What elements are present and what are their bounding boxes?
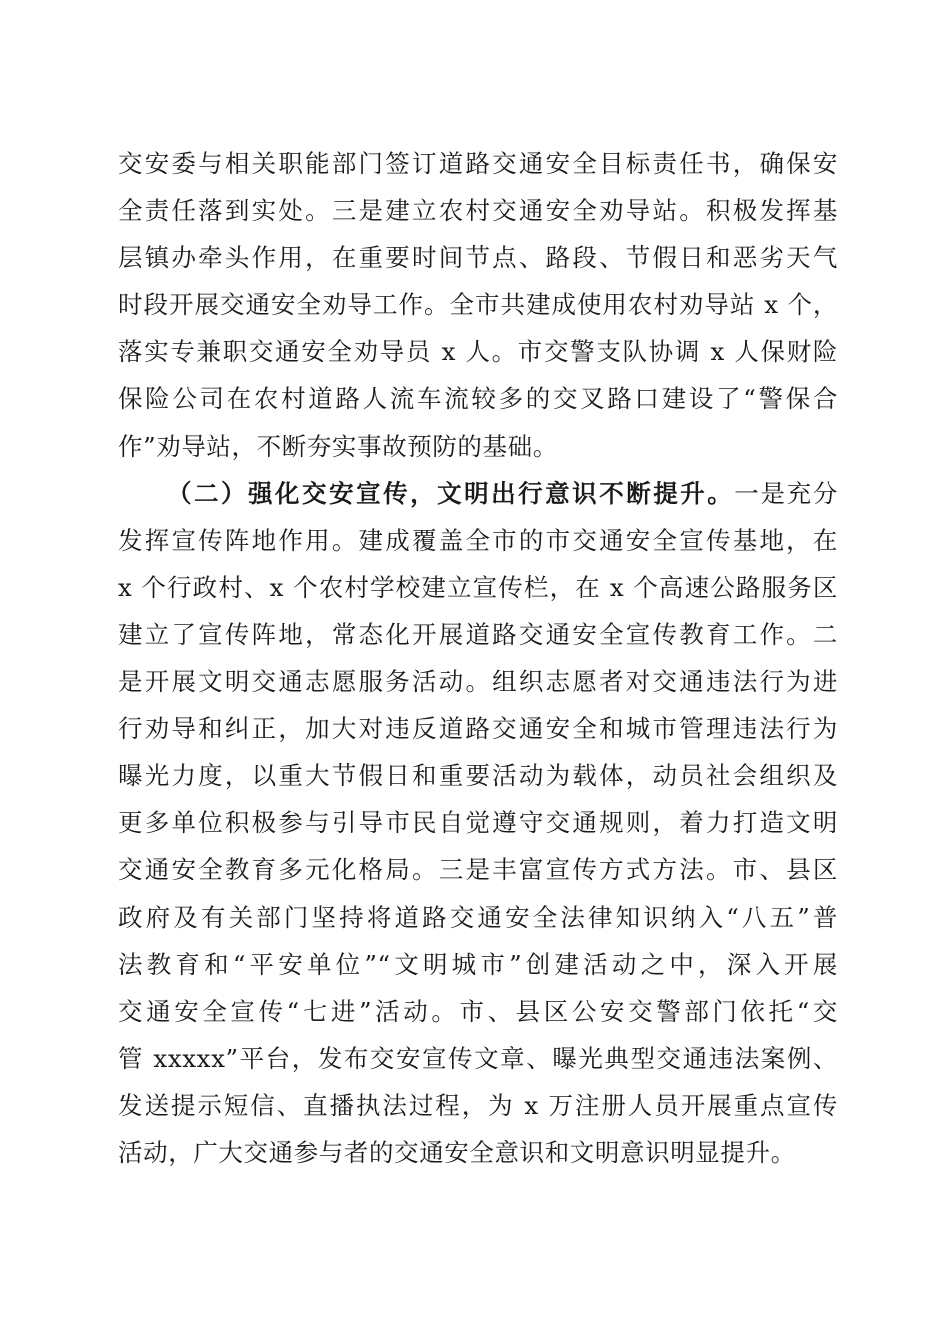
text-line: 保险公司在农村道路人流车流较多的交叉路口建设了“警保合 (118, 384, 838, 414)
text-line: 管 xxxxx”平台，发布交安宣传文章、曝光典型交通违法案例、 (118, 1043, 838, 1073)
text-line: 建立了宣传阵地，常态化开展道路交通安全宣传教育工作。二 (118, 619, 838, 649)
text-line: 全责任落到实处。三是建立农村交通安全劝导站。积极发挥基 (118, 196, 838, 226)
document-body (118, 140, 838, 1176)
text-line: 层镇办牵头作用，在重要时间节点、路段、节假日和恶劣天气 (118, 243, 838, 273)
text-line: 是开展文明交通志愿服务活动。组织志愿者对交通违法行为进 (118, 667, 838, 697)
text-line: 活动，广大交通参与者的交通安全意识和文明意识明显提升。 (118, 1137, 796, 1167)
text-line: 更多单位积极参与引导市民自觉遵守交通规则，着力打造文明 (118, 808, 838, 838)
text-line: 曝光力度，以重大节假日和重要活动为载体，动员社会组织及 (118, 761, 838, 791)
text-line: 发挥宣传阵地作用。建成覆盖全市的市交通安全宣传基地，在 (118, 525, 838, 555)
text-line: x 个行政村、x 个农村学校建立宣传栏，在 x 个高速公路服务区 (118, 572, 838, 602)
text-line: 作”劝导站，不断夯实事故预防的基础。 (118, 431, 558, 461)
paragraph-traffic-safety-publicity (118, 470, 838, 1176)
text-line: 政府及有关部门坚持将道路交通安全法律知识纳入“八五”普 (118, 902, 838, 932)
text-line: 交通安全宣传“七进”活动。市、县区公安交警部门依托“交 (118, 996, 838, 1026)
text-line: 时段开展交通安全劝导工作。全市共建成使用农村劝导站 x 个， (118, 290, 838, 320)
text-run: 一是充分 (734, 478, 838, 508)
text-line: 发送提示短信、直播执法过程，为 x 万注册人员开展重点宣传 (118, 1090, 838, 1120)
section-heading-line (118, 470, 838, 517)
text-line: 交通安全教育多元化格局。三是丰富宣传方式方法。市、县区 (118, 855, 838, 885)
text-line: 交安委与相关职能部门签订道路交通安全目标责任书，确保安 (118, 149, 838, 178)
paragraph-rural-persuasion-stations (118, 140, 838, 470)
text-line: 行劝导和纠正，加大对违反道路交通安全和城市管理违法行为 (118, 714, 838, 744)
text-line: 落实专兼职交通安全劝导员 x 人。市交警支队协调 x 人保财险 (118, 337, 838, 367)
text-line: 法教育和“平安单位”“文明城市”创建活动之中，深入开展 (118, 949, 838, 979)
section-heading: （二）强化交安宣传，文明出行意识不断提升。 (167, 478, 735, 508)
